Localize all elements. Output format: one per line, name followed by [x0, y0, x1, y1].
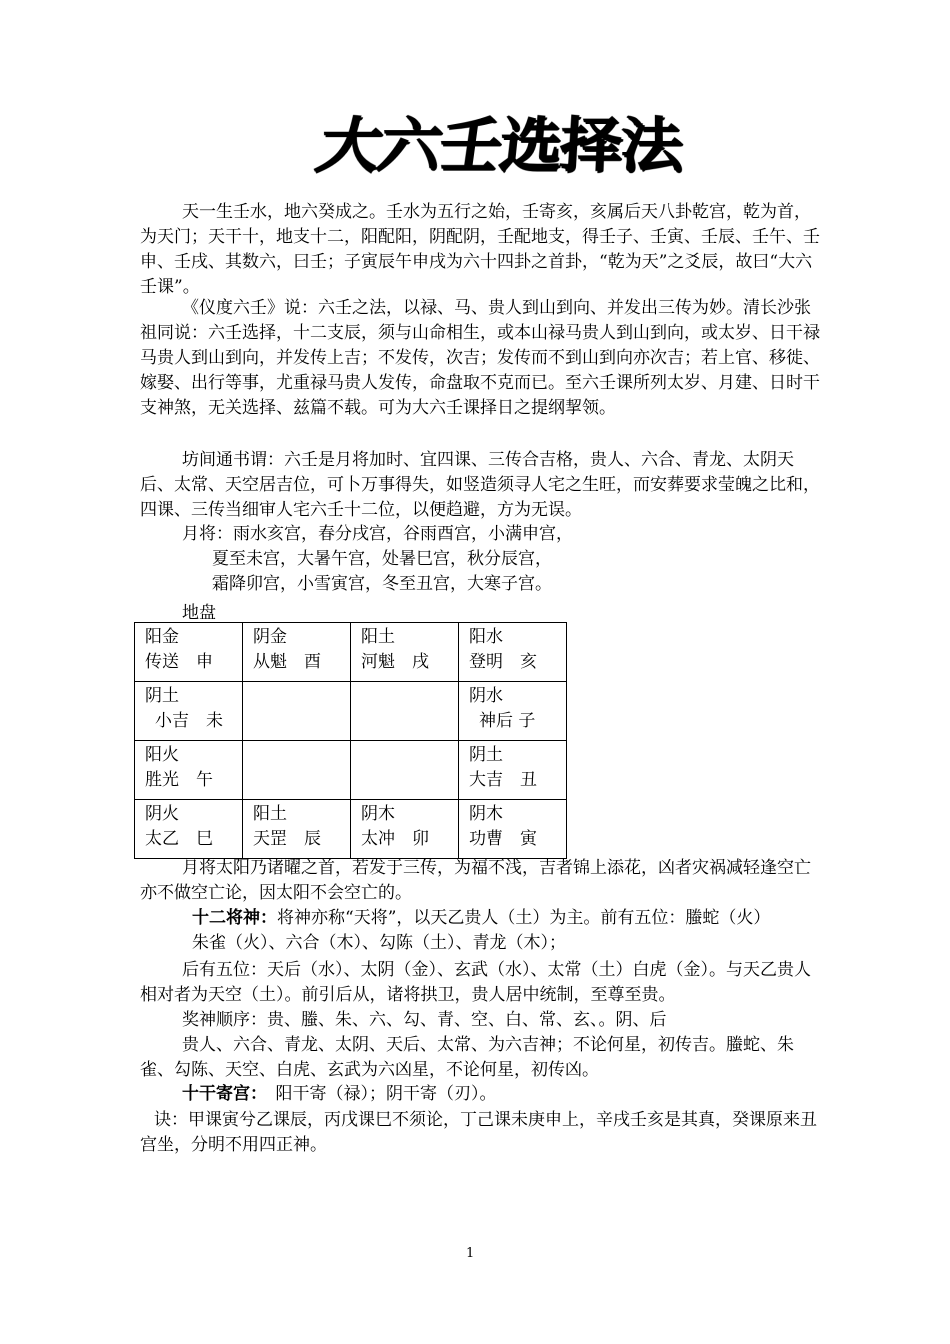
paragraph-text: 《仪度六壬》说：六壬之法，以禄、马、贵人到山到向、并发出三传为妙。清长沙张祖同说：六壬选择，十二支辰，须与山命相生，或本山禄马贵人到山到向，或太岁、日干禄马贵人到山到向，并发传上吉；不发传，次吉；发传而不到山到向亦次吉；若上官、移徙、嫁娶、出行等事，尤重禄马贵人发传，命盘取不克而已。至六壬课所列太岁、月建、日时干支神煞，无关选择、兹篇不载。可为大六壬课择日之提纲挈领。 [140, 298, 820, 418]
table-cell: 阴木 功曹 寅 [459, 800, 567, 859]
table-row [135, 623, 567, 682]
table-cell: 阴土 小吉 未 [135, 682, 243, 741]
paragraph-intro [140, 200, 820, 300]
paragraph-text: 阳干寄（禄）；阴干寄（刃）。 [258, 1084, 497, 1104]
paragraph-text: 朱雀（火）、六合（木）、勾陈（土）、青龙（木）； [192, 933, 566, 953]
paragraph-text: 坊间通书谓：六壬是月将加时、宜四课、三传合吉格，贵人、六合、青龙、太阴天后、太常、天空居吉位，可卜万事得失，如竖造须寻人宅之生旺，而安葬要求莹魄之比和，四课、三传当细审人宅六壬十二位，以便趋避，方为无误。 [140, 450, 820, 520]
paragraph-text: 天一生壬水，地六癸成之。壬水为五行之始，壬寄亥，亥属后天八卦乾宫，乾为首，为天门；天干十，地支十二，阳配阳，阴配阴，壬配地支，得壬子、壬寅、壬辰、壬午、壬申、壬戌、其数六，曰壬；子寅辰午申戌为六十四卦之首卦，“乾为天”之爻辰，故曰“大六壬课”。 [140, 202, 820, 297]
paragraph-text [140, 1082, 820, 1107]
paragraph-almanac [140, 448, 820, 523]
page-title: 大六壬选择法 [309, 110, 681, 181]
paragraph-method [140, 296, 820, 421]
paragraph-text [140, 906, 820, 931]
table-cell: 阴火 太乙 巳 [135, 800, 243, 859]
paragraph-text: 后有五位：天后（水）、太阴（金）、玄武（水）、太常（土）白虎（金）。与天乙贵人相对者为天空（土）。前引后从，诸将拱卫，贵人居中统制，至尊至贵。 [140, 960, 811, 1005]
paragraph-sun [140, 856, 820, 906]
moon-general-line: 夏至未宫，大暑午宫，处暑巳宫，秋分辰宫， [212, 549, 552, 569]
table-cell [243, 741, 351, 800]
table-cell: 阴水 神后 子 [459, 682, 567, 741]
moon-general-line: 霜降卯宫，小雪寅宫，冬至丑宫，大寒子宫。 [212, 574, 552, 594]
section-heading: 十二将神： [192, 908, 277, 928]
twelve-generals-section [140, 906, 820, 956]
verse-section [140, 1108, 820, 1158]
table-cell: 阳火 胜光 午 [135, 741, 243, 800]
paragraph-text: 贵人、六合、青龙、太阴、天后、太常、为六吉神；不论何星，初传吉。螣蛇、朱雀、勾陈、天空、白虎、玄武为六凶星，不论何星，初传凶。 [140, 1035, 794, 1080]
section-heading: 十干寄宫： [182, 1084, 259, 1104]
ten-stems-section [140, 1082, 820, 1107]
page-number: 1 [466, 1246, 475, 1261]
table-cell: 阳土 河魁 戌 [351, 623, 459, 682]
table-cell [351, 741, 459, 800]
paragraph-text: 月将太阳乃诸曜之首，若发于三传，为福不浅，吉者锦上添花，凶者灾祸减轻逢空亡亦不做空亡论，因太阳不会空亡的。 [140, 858, 811, 903]
table-cell: 阳土 天罡 辰 [243, 800, 351, 859]
moon-general-line: 月将：雨水亥宫，春分戌宫，谷雨酉宫，小满申宫， [182, 524, 573, 544]
table-row [135, 741, 567, 800]
table-cell: 阴金 从魁 酉 [243, 623, 351, 682]
generals-order-section [140, 1008, 820, 1083]
paragraph-text: 奖神顺序：贵、螣、朱、六、勾、青、空、白、常、玄、。阴、后 [182, 1010, 667, 1030]
table-cell [351, 682, 459, 741]
table-cell [243, 682, 351, 741]
earth-plate-table [134, 622, 567, 859]
paragraph-rear-five [140, 958, 820, 1008]
paragraph-text: 将神亦称“天将”，以天乙贵人（土）为主。前有五位：螣蛇（火） [277, 908, 771, 928]
moon-general-list [140, 522, 820, 597]
earth-plate-label: 地盘 [182, 603, 216, 623]
table-cell: 阴木 太冲 卯 [351, 800, 459, 859]
table-row [135, 800, 567, 859]
table-row [135, 682, 567, 741]
table-cell: 阴土 大吉 丑 [459, 741, 567, 800]
paragraph-text: 诀：甲课寅兮乙课辰，丙戊课巳不须论，丁己课未庚申上，辛戌壬亥是其真，癸课原来丑宫坐，分明不用四正神。 [140, 1110, 817, 1155]
table-cell: 阳水 登明 亥 [459, 623, 567, 682]
table-cell: 阳金 传送 申 [135, 623, 243, 682]
